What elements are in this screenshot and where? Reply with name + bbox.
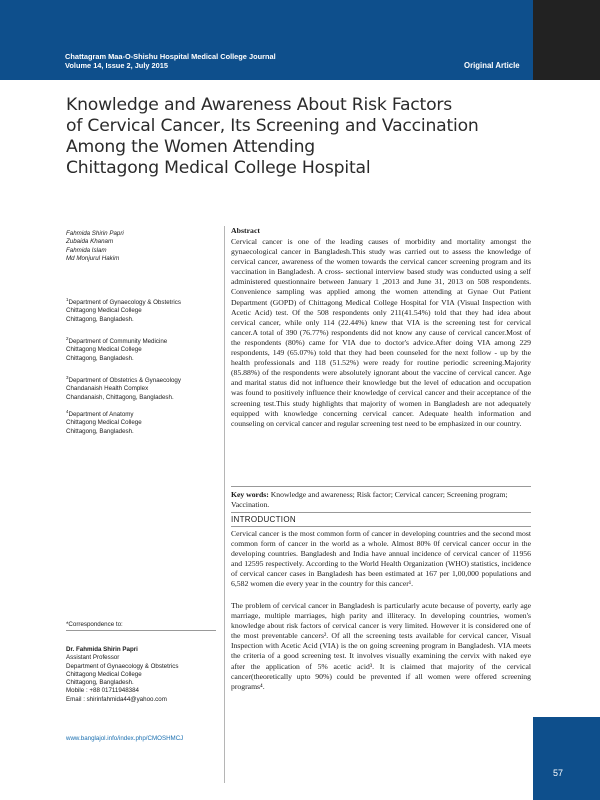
introduction-heading: INTRODUCTION <box>231 515 296 524</box>
header-dark-block <box>533 0 600 80</box>
title-line-1: Knowledge and Awareness About Risk Factors <box>66 95 453 115</box>
author: Zubaida Khanam <box>66 238 114 246</box>
affiliation-2: $^2$Department of Community Medicine Chittagong Medical College Chittagong, Bangladesh. <box>66 336 168 362</box>
title-line-3: Among the Women Attending <box>66 137 316 157</box>
intro-bottom-rule <box>231 526 531 527</box>
keywords-top-rule <box>231 486 531 487</box>
author: Fahmida Islam <box>66 246 107 254</box>
author: Md Monjurul Hakim <box>66 254 120 262</box>
introduction-paragraph-2: The problem of cervical cancer in Bangladesh is particularly acute because of poverty, early age marriage, multiple marriages, high parity and illiteracy. In developing countries, women's knowledge about risk factors of cervical cancer is very limited. However it is considered one of the most preventable cancers². Of all the screening tests available for cervical cancer, Visual Inspection with Acetic Acid (VIA) is the on going screening program in Bangladesh. VIA meets the criteria of a good screening test. It involves visually examining the cervix with naked eye after the application of 5% acetic acid³. It is claimed that majority of the cervical cancer(theoretically upto 90%) could be prevented if all women were offered screening programs⁴. <box>231 601 531 691</box>
abstract-heading: Abstract <box>231 226 261 235</box>
journal-name: Chattagram Maa-O-Shishu Hospital Medical College Journal <box>65 52 276 61</box>
column-divider <box>224 226 225 783</box>
page-number: 57 <box>553 768 564 778</box>
correspondence-block: Dr. Fahmida Shirin Papri Assistant Professor Department of Gynaecology & Obstetrics Chittagong Medical College Chittagong, Bangladesh. Mobile : +88 01711948384 Email : shirinfahmida44@yahoo.com <box>66 646 179 703</box>
author-list <box>66 230 216 263</box>
author: Fahmida Shirin Papri <box>66 230 124 237</box>
article-type: Original Article <box>464 61 520 70</box>
journal-url-link[interactable]: www.banglajol.info/index.php/CMOSHMCJ <box>66 735 184 742</box>
affiliation-1: $^1$Department of Gynaecology & Obstetrics Chittagong Medical College Chittagong, Bangladesh. <box>66 297 181 323</box>
affiliation-4: $^4$Department of Anatomy Chittagong Medical College Chittagong, Bangladesh. <box>66 409 142 435</box>
title-line-4: Chittagong Medical College Hospital <box>66 158 371 178</box>
intro-top-rule <box>231 512 531 513</box>
introduction-paragraph-1: Cervical cancer is the most common form of cancer in developing countries and the second most common form of cancer in the world as a whole. Almost 80% 0f cervical cancer occur in the developing countries. Bangladesh and India have annual incidence of cervical cancer of 11956 and 12595 respectively. According to the World Health Organization (WHO) statistics, incidence of cervical cancer cases in Bangladesh has been estimated at 167 per 1,00,000 populations and 6,582 women die every year in the country for this cancer¹. <box>231 529 531 589</box>
title-line-2: of Cervical Cancer, Its Screening and Vaccination <box>66 116 479 136</box>
affiliation-3: $^3$Department of Obstetrics & Gynaecology Chandanaish Health Complex Chandanaish, Chittagong, Bangladesh. <box>66 375 181 401</box>
abstract-text: Cervical cancer is one of the leading causes of morbidity and mortality amongst the gynaecological cancer in Bangladesh.This study was carried out to assess the knowledge of cervical cancer, awareness of the women towards the cervical cancer screening program and its vaccination in Bangladesh. A cross- sectional interview based study was conducted using a self administered questionnaire between January 1 ,2013 and June 31, 2013 on 508 respondents. Convenience sampling was applied among the women attending at Gynae Out Patient Department (GOPD) of Chittagong Medical College Hospital for VIA (Visual Inspection with Acetic Acid) test. Of the 508 respondents only 211(41.54%) told that they had idea about cervical cancer, while only 114 (22.44%) knew that VIA is the screening test for cervical cancer.A total of 390 (76.77%) respondents did not know any cause of cervical cancer.Most of the respondents (80%) came for VIA due to doctor's advice.After doing VIA among 229 respondents, 149 (65.07%) told that they had been counseled for the next follow - up by the health professionals and 118 (51.52%) were ready for routine periodic screening.Majority (85.88%) of the respondents were absolutely ignorant about the vaccine of cervical cancer. Age and marital status did not influence their knowledge but the level of education and occupation was found to positively influence their knowledge of cervical cancer and their acceptance of the screening test.This study highlights that majority of women in Bangladesh are not adequately equipped with knowledge concerning cervical cancer. Adequate health information and counseling on cervical cancer and regular screening test need to be emphasized in our country. <box>231 237 531 428</box>
correspondence-rule <box>66 630 216 631</box>
correspondence-label: *Correspondence to: <box>66 621 123 628</box>
journal-issue: Volume 14, Issue 2, July 2015 <box>65 61 168 70</box>
keywords: Key words: Knowledge and awareness; Risk factor; Cervical cancer; Screening program; Vaccination. <box>231 490 508 510</box>
page-number-box <box>533 717 600 800</box>
